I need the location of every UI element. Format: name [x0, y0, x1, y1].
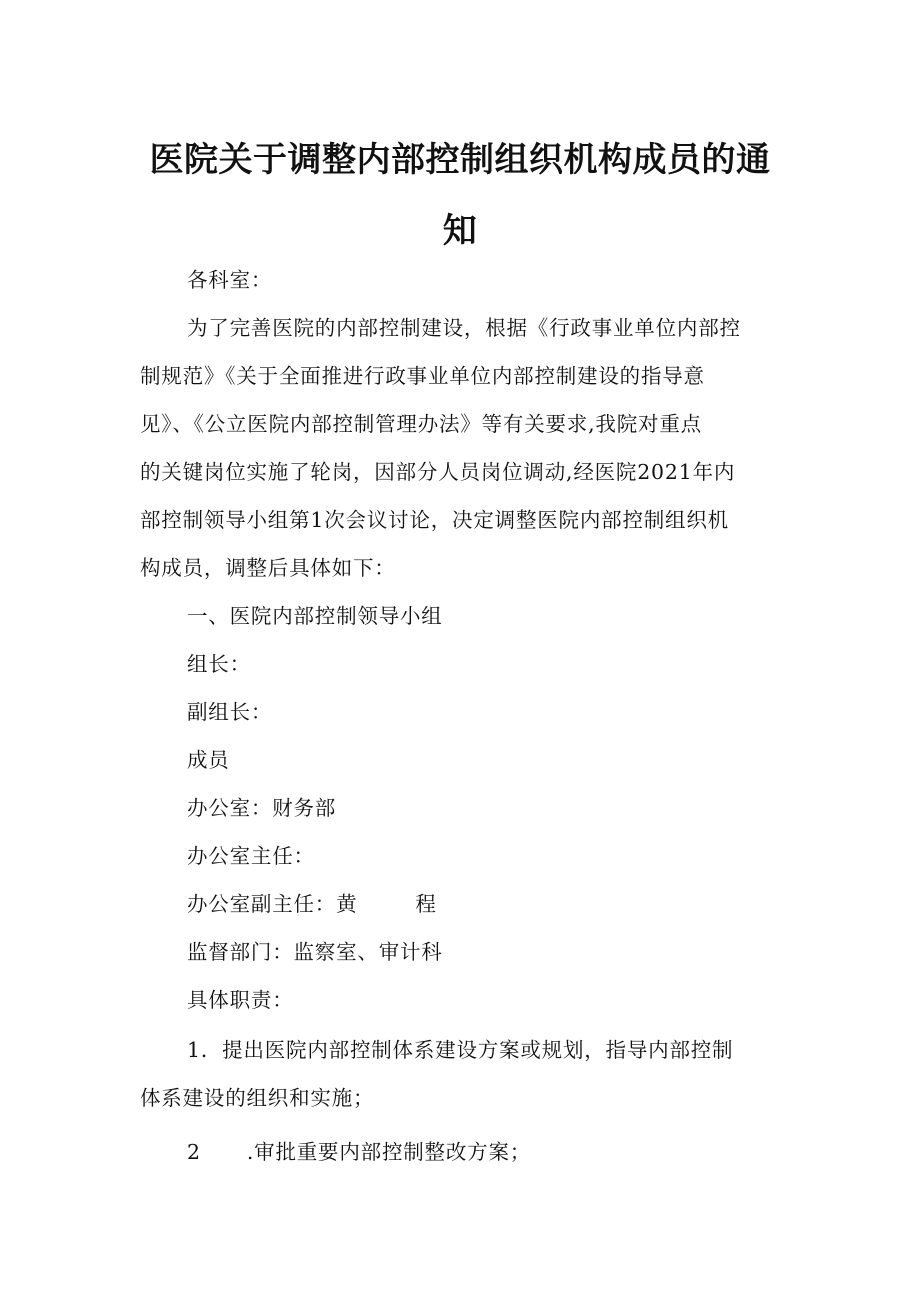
duty-1-line-1: 1．提出医院内部控制体系建设方案或规划，指导内部控制	[187, 1038, 734, 1062]
section-1-heading: 一、医院内部控制领导小组	[187, 604, 443, 628]
office-deputy-director-line	[187, 890, 832, 918]
office-line: 办公室：财务部	[187, 796, 337, 820]
deputy-leader-line: 副组长：	[187, 700, 273, 724]
duty-2-text: .审批重要内部控制整改方案；	[246, 1140, 532, 1164]
document-title-line-2: 知	[442, 211, 478, 251]
duty-1-line-2: 体系建设的组织和实施；	[140, 1086, 375, 1110]
office-deputy-director-name-end: 程	[415, 892, 437, 916]
intro-line-2: 制规范》《关于全面推进行政事业单位内部控制建设的指导意	[140, 364, 705, 388]
duty-2-line	[187, 1138, 832, 1166]
duties-heading: 具体职责：	[187, 988, 294, 1012]
intro-line-5: 部控制领导小组第1次会议讨论，决定调整医院内部控制组织机	[140, 508, 729, 532]
duty-2-number: 2	[187, 1140, 201, 1164]
members-line: 成员	[187, 748, 230, 772]
office-director-line: 办公室主任：	[187, 844, 315, 868]
intro-line-3: 见》、《公立医院内部控制管理办法》等有关要求,我院对重点	[140, 412, 702, 436]
intro-line-4: 的关键岗位实施了轮岗，因部分人员岗位调动,经医院2021年内	[140, 460, 736, 484]
office-deputy-director-label: 办公室副主任：黄	[187, 892, 358, 916]
supervision-line: 监督部门：监察室、审计科	[187, 940, 443, 964]
salutation: 各科室：	[187, 268, 273, 292]
leader-line: 组长：	[187, 652, 251, 676]
intro-line-1: 为了完善医院的内部控制建设，根据《行政事业单位内部控	[187, 316, 741, 340]
document-title-line-1: 医院关于调整内部控制组织机构成员的通	[149, 140, 771, 180]
intro-line-6: 构成员，调整后具体如下：	[140, 556, 396, 580]
